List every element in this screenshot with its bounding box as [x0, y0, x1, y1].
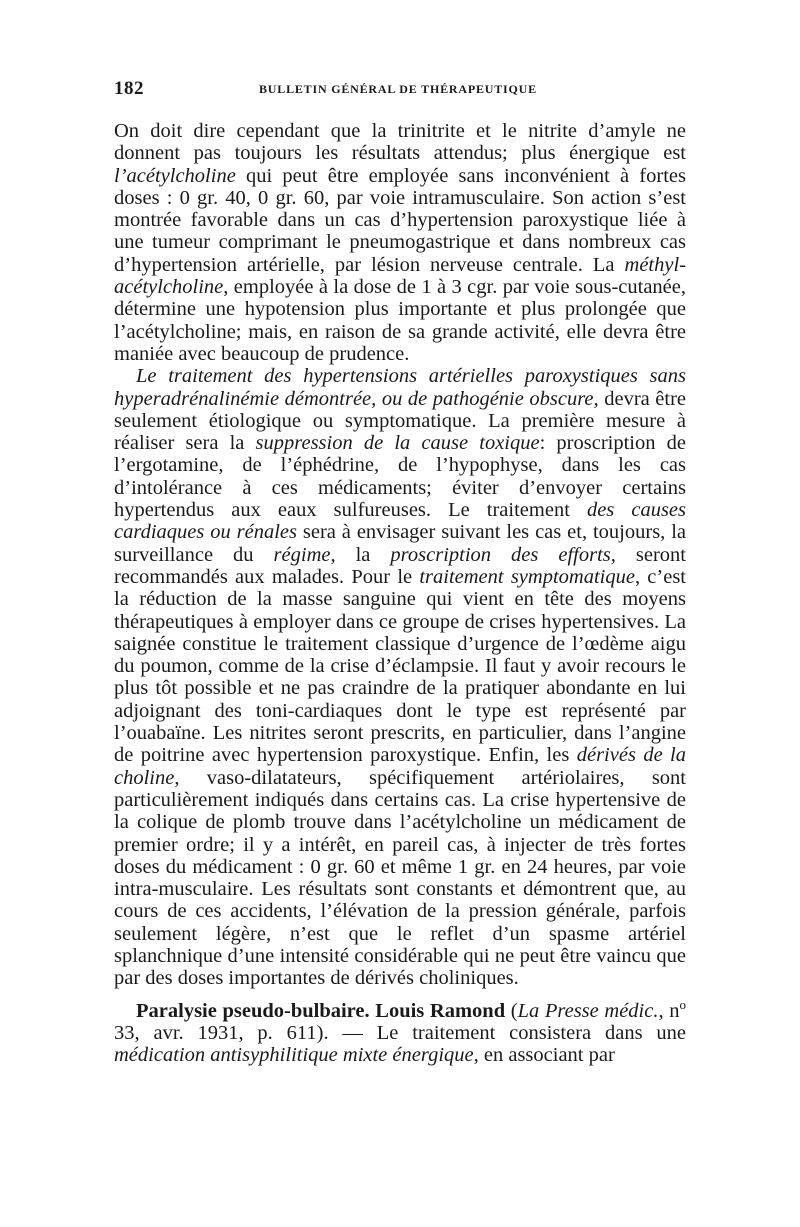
text-run: : proscription de l’ergotamine, de l’éphédrine, de l’hypophyse, dans les cas d’intolérance à ces médicaments; éviter d’envoyer certains hypertendus aux eaux sulfureuses. Le traitement [114, 432, 686, 522]
text-run: , n [658, 999, 680, 1022]
emphasis-efforts: proscription des efforts [390, 543, 611, 566]
page-number: 182 [114, 78, 144, 99]
superscript: o [679, 996, 686, 1012]
emphasis-causes: des causes cardiaques ou rénales [114, 499, 686, 544]
text-run: , employée à la dose de 1 à 3 cgr. par voie sous-cutanée, détermine une hypotension plus importante et plus prolongée que l’acétylcholine; mais, en raison de sa grande activité, elle devra être maniée avec beaucoup de prudence. [114, 276, 686, 365]
page [114, 78, 686, 1066]
paragraph-paralysie [114, 996, 686, 1067]
text-run: , seront recommandés aux malades. Pour le [114, 543, 686, 588]
emphasis-medication: médication antisyphilitique mixte énergique [114, 1044, 474, 1067]
text-run: ( [505, 999, 518, 1022]
author-name: Louis Ramond [375, 999, 506, 1022]
journal-name: La Presse médic. [517, 999, 659, 1022]
text-run: sera à envisager suivant les cas et, toujours, la surveillance du [114, 521, 686, 566]
page-header [114, 78, 686, 104]
emphasis-cause-toxique: suppression de la cause toxique [255, 432, 540, 455]
paragraph-acetylcholine [114, 120, 686, 365]
section-title: Paralysie pseudo-bulbaire. [136, 999, 370, 1022]
emphasis-symptomatique: traitement symptomatique [419, 565, 635, 588]
body-text [114, 120, 686, 1066]
paragraph-treatment [114, 365, 686, 989]
text-run: , la [330, 543, 391, 566]
emphasis-methyl-acetylcholine: méthyl-acétylcholine [114, 253, 686, 299]
emphasis-acetylcholine: l’acétylcholine [114, 164, 236, 187]
text-run: On doit dire cependant que la trinitrite et le nitrite d’amyle ne donnent pas toujours les résultats attendus; plus énergique est [114, 120, 686, 165]
text-run: , c’est la réduction de la masse sanguine qui vient en tête des moyens thérapeutiques à employer dans ce groupe de crises hypertensives. La saignée constitue le traitement classique d’urgence de l’œdème aigu du poumon, comme de la crise d’éclampsie. Il faut y avoir recours le plus tôt possible et ne pas craindre de la pratiquer abondante en lui adjoignant des toni-cardiaques dont le type est représenté par l’ouabaïne. Les nitrites seront prescrits, en particulier, dans l’angine de poitrine avec hypertension paroxystique. Enfin, les [114, 565, 686, 767]
emphasis-regime: régime [273, 543, 331, 566]
text-run: , en associant par [473, 1044, 615, 1067]
running-title: BULLETIN GÉNÉRAL DE THÉRAPEUTIQUE [259, 82, 537, 96]
text-run: qui peut être employée sans inconvénient à fortes doses : 0 gr. 40, 0 gr. 60, par voie intramusculaire. Son action s’est montrée favorable dans un cas d’hypertension paroxystique liée à une tumeur comprimant le pneumogastrique et dans nombreux cas d’hypertension artérielle, par lésion nerveuse centrale. La [114, 164, 686, 276]
text-run: , vaso-dilatateurs, spécifiquement artériolaires, sont particulièrement indiqués dans certains cas. La crise hypertensive de la colique de plomb trouve dans l’acétylcholine un médicament de premier ordre; il y a intérêt, en pareil cas, à injecter de très fortes doses du médicament : 0 gr. 60 et même 1 gr. en 24 heures, par voie intra-musculaire. Les résultats sont constants et démontrent que, au cours de ces accidents, l’élévation de la pression générale, parfois seulement légère, n’est que le reflet d’un spasme artériel splanchnique d’une intensité considérable qui ne peut être vaincu que par des doses importantes de dérivés choliniques. [114, 766, 686, 990]
emphasis-choline: dérivés de la choline [114, 744, 687, 789]
text-run: devra être seulement étiologique ou symptomatique. La première mesure à réaliser sera la [114, 387, 687, 455]
text-run: 33, avr. 1931, p. 611). — Le traitement consistera dans une [114, 1021, 686, 1044]
emphasis-hypertensions: Le traitement des hypertensions artérielles paroxystiques sans hyperadrénalinémie démontrée, ou de pathogénie obscure, [114, 365, 686, 410]
